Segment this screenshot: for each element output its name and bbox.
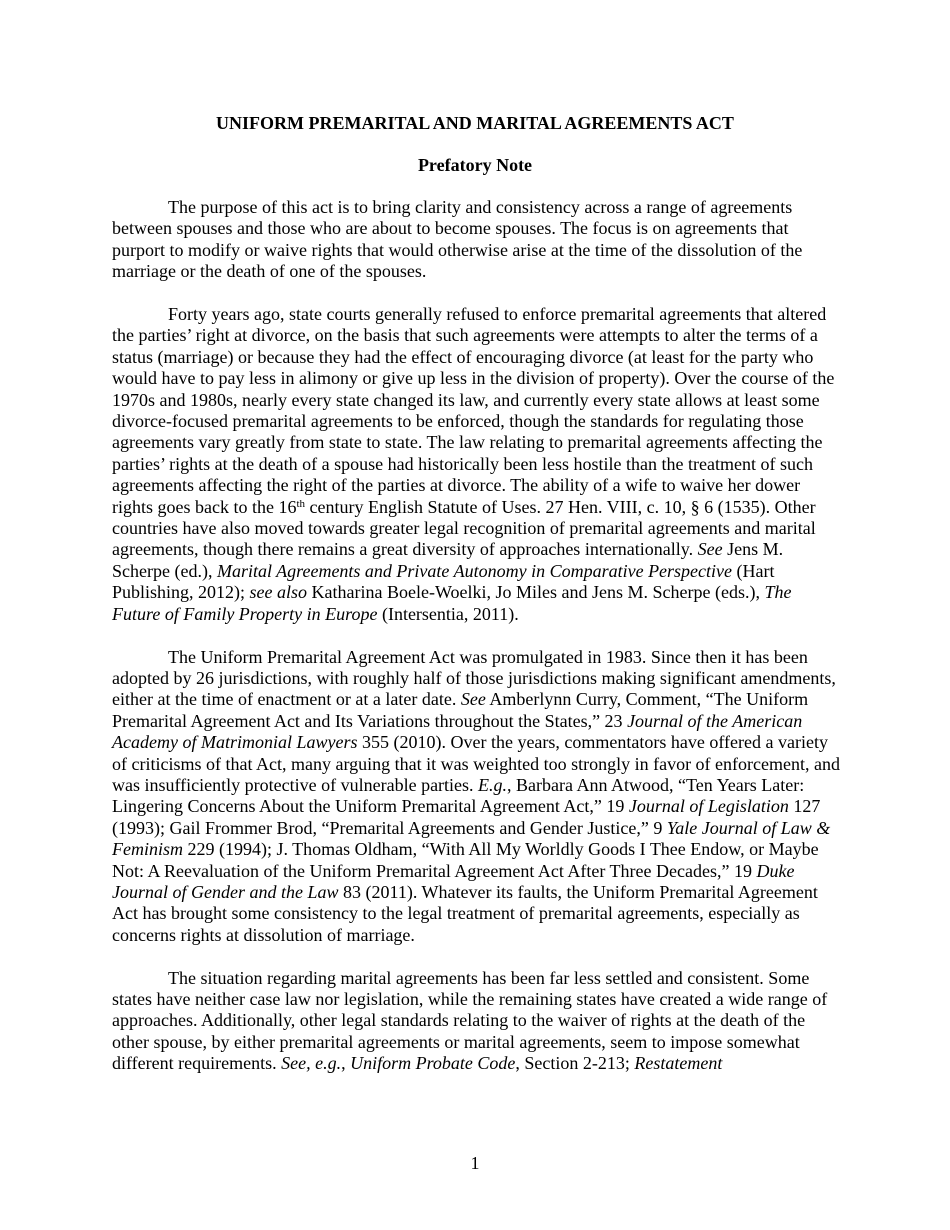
italic-text: Yale Journal of Law & Feminism: [112, 817, 831, 860]
italic-text: Duke Journal of Gender and the Law: [112, 860, 795, 902]
italic-text: See: [460, 689, 486, 710]
text-segment: , Section 2-213;: [515, 1053, 635, 1074]
text-segment: ,: [341, 1053, 351, 1074]
italic-text: Journal of Legislation: [628, 796, 789, 817]
text-segment: Jens M. Scherpe (ed.),: [112, 539, 784, 581]
text-segment: 127 (1993); Gail Frommer Brod, “Premarital Agreements and Gender Justice,” 9: [112, 796, 821, 838]
text-segment: Amberlynn Curry, Comment, “The Uniform Premarital Agreement Act and Its Variations throughout the States,” 23: [112, 689, 809, 731]
italic-text: See: [697, 539, 723, 560]
text-segment: 355 (2010). Over the years, commentators have offered a variety of criticisms of that Act, many arguing that it was weighted too strongly in favor of enforcement, and was insufficiently protective of vulnerable parties.: [112, 732, 840, 795]
text-segment: The Uniform Premarital Agreement Act was promulgated in 1983. Since then it has been adopted by 26 jurisdictions, with roughly half of those jurisdictions making significant amendments, either at the time of enactment or at a later date.: [112, 646, 836, 710]
italic-text: Marital Agreements and Private Autonomy in Comparative Perspective: [216, 560, 733, 581]
document-title: UNIFORM PREMARITAL AND MARITAL AGREEMENTS ACT: [216, 113, 734, 133]
italic-text: E.g.: [478, 774, 508, 795]
text-segment: , Barbara Ann Atwood, “Ten Years Later: Lingering Concerns About the Uniform Premarital Agreement Act,” 19: [112, 774, 805, 817]
text-segment: 83 (2011). Whatever its faults, the Uniform Premarital Agreement Act has brought some consistency to the legal treatment of premarital agreements, especially as concerns rights at dissolution of marriage.: [112, 881, 818, 945]
page-number: 1: [470, 1153, 480, 1173]
text-segment: (Hart Publishing, 2012);: [112, 560, 775, 603]
text-segment: Forty years ago, state courts generally refused to enforce premarital agreements that altered the parties’ right at divorce, on the basis that such agreements were attempts to alter the terms of a status (marriage) or because they had the effect of encouraging divorce (at least for the party who would have to pay less in alimony or give up less in the division of property). Over the course of the 1970s and 1980s, nearly every state changed its law, and currently every state allows at least some divorce-focused premarital agreements to be enforced, though the standards for regulating those agreements vary greatly from state to state. The law relating to premarital agreements affecting the parties’ rights at the death of a spouse had historically been less hostile than the treatment of such agreements affecting the right of the parties at divorce. The ability of a wife to waive her dower rights goes back to the 16: [112, 304, 835, 517]
paragraph: [112, 968, 842, 1075]
body-text: [112, 197, 842, 1096]
text-segment: Katharina Boele-Woelki, Jo Miles and Jens M. Scherpe (eds.),: [307, 582, 765, 603]
italic-text: see also: [249, 582, 308, 603]
italic-text: Restatement: [634, 1053, 723, 1074]
text-segment: 229 (1994); J. Thomas Oldham, “With All My Worldly Goods I Thee Endow, or Maybe Not: A Reevaluation of the Uniform Premarital Agreement Act After Three Decades,” 19: [112, 839, 819, 881]
section-heading: Prefatory Note: [417, 155, 533, 175]
paragraph: [112, 197, 842, 283]
italic-text: Journal of the American Academy of Matrimonial Lawyers: [112, 710, 803, 753]
italic-text: The Future of Family Property in Europe: [112, 582, 792, 624]
text-segment: century English Statute of Uses. 27 Hen. VIII, c. 10, § 6 (1535). Other countries have also moved towards greater legal recognition of premarital agreements and marital agreements, though there remains a great diversity of approaches internationally.: [112, 496, 816, 560]
paragraph: [112, 647, 842, 947]
superscript-text: th: [296, 497, 306, 510]
text-segment: The purpose of this act is to bring clarity and consistency across a range of agreements between spouses and those who are about to become spouses. The focus is on agreements that purport to modify or waive rights that would otherwise arise at the time of the dissolution of the marriage or the death of one of the spouses.: [112, 197, 803, 282]
italic-text: Uniform Probate Code: [350, 1053, 516, 1074]
italic-text: See, e.g.: [281, 1053, 342, 1074]
paragraph: [112, 304, 842, 625]
text-segment: (Intersentia, 2011).: [377, 603, 519, 624]
text-segment: The situation regarding marital agreements has been far less settled and consistent. Some states have neither case law nor legislation, while the remaining states have created a wide range of approaches. Additionally, other legal standards relating to the waiver of rights at the death of the other spouse, by either premarital agreements or marital agreements, seem to impose somewhat different requirements.: [112, 967, 828, 1074]
